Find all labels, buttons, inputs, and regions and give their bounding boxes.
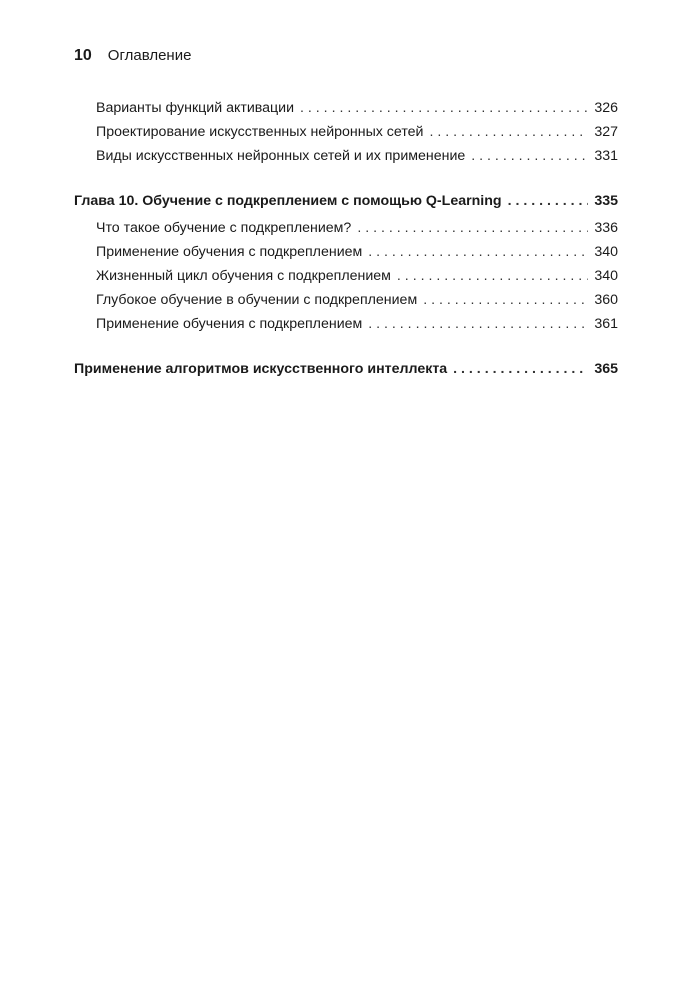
- toc-entry-page: 326: [594, 100, 618, 116]
- toc-entry[interactable]: [96, 147, 618, 165]
- toc-entry[interactable]: [96, 99, 618, 117]
- toc-entry[interactable]: [96, 219, 618, 237]
- toc-entry-title: Глубокое обучение в обучении с подкреплением: [96, 292, 418, 308]
- toc-entry-page: 360: [594, 292, 618, 308]
- toc-entry-page: 340: [594, 244, 618, 260]
- dot-leader: [368, 315, 588, 333]
- dot-leader: [471, 147, 588, 165]
- toc-entry-title: Жизненный цикл обучения с подкреплением: [96, 268, 391, 284]
- dot-leader: [300, 99, 588, 117]
- section-title: Оглавление: [107, 47, 192, 64]
- toc-entry-page: 327: [594, 124, 618, 140]
- toc-chapter-entry[interactable]: [74, 192, 618, 210]
- running-header: [74, 47, 191, 65]
- toc-part-title: Применение алгоритмов искусственного интеллекта: [74, 361, 448, 377]
- dot-leader: [429, 123, 588, 141]
- toc-entry[interactable]: [96, 123, 618, 141]
- toc-entry[interactable]: [96, 315, 618, 333]
- toc-entry-title: Проектирование искусственных нейронных сетей: [96, 124, 424, 140]
- toc-entry[interactable]: [96, 243, 618, 261]
- toc-entry-title: Виды искусственных нейронных сетей и их применение: [96, 148, 466, 164]
- toc-entry-page: 331: [594, 148, 618, 164]
- toc-entry-page: 336: [594, 220, 618, 236]
- toc-entry-title: Применение обучения с подкреплением: [96, 316, 363, 332]
- toc-entry[interactable]: [96, 291, 618, 309]
- toc-chapter-title: Глава 10. Обучение с подкреплением с помощью Q-Learning: [74, 193, 502, 209]
- dot-leader: [397, 267, 588, 285]
- toc-entry-page: 340: [594, 268, 618, 284]
- toc-part-entry[interactable]: [74, 360, 618, 378]
- toc-entry-title: Применение обучения с подкреплением: [96, 244, 363, 260]
- dot-leader: [423, 291, 588, 309]
- toc-entry[interactable]: [96, 267, 618, 285]
- dot-leader: [368, 243, 588, 261]
- toc-entry-page: 361: [594, 316, 618, 332]
- toc-chapter-page: 335: [594, 193, 618, 209]
- toc-part-page: 365: [594, 361, 618, 377]
- dot-leader: [357, 219, 588, 237]
- dot-leader: [508, 192, 589, 210]
- dot-leader: [453, 360, 588, 378]
- toc-entry-title: Что такое обучение с подкреплением?: [96, 220, 352, 236]
- page-number: 10: [74, 47, 92, 64]
- toc-entry-title: Варианты функций активации: [96, 100, 295, 116]
